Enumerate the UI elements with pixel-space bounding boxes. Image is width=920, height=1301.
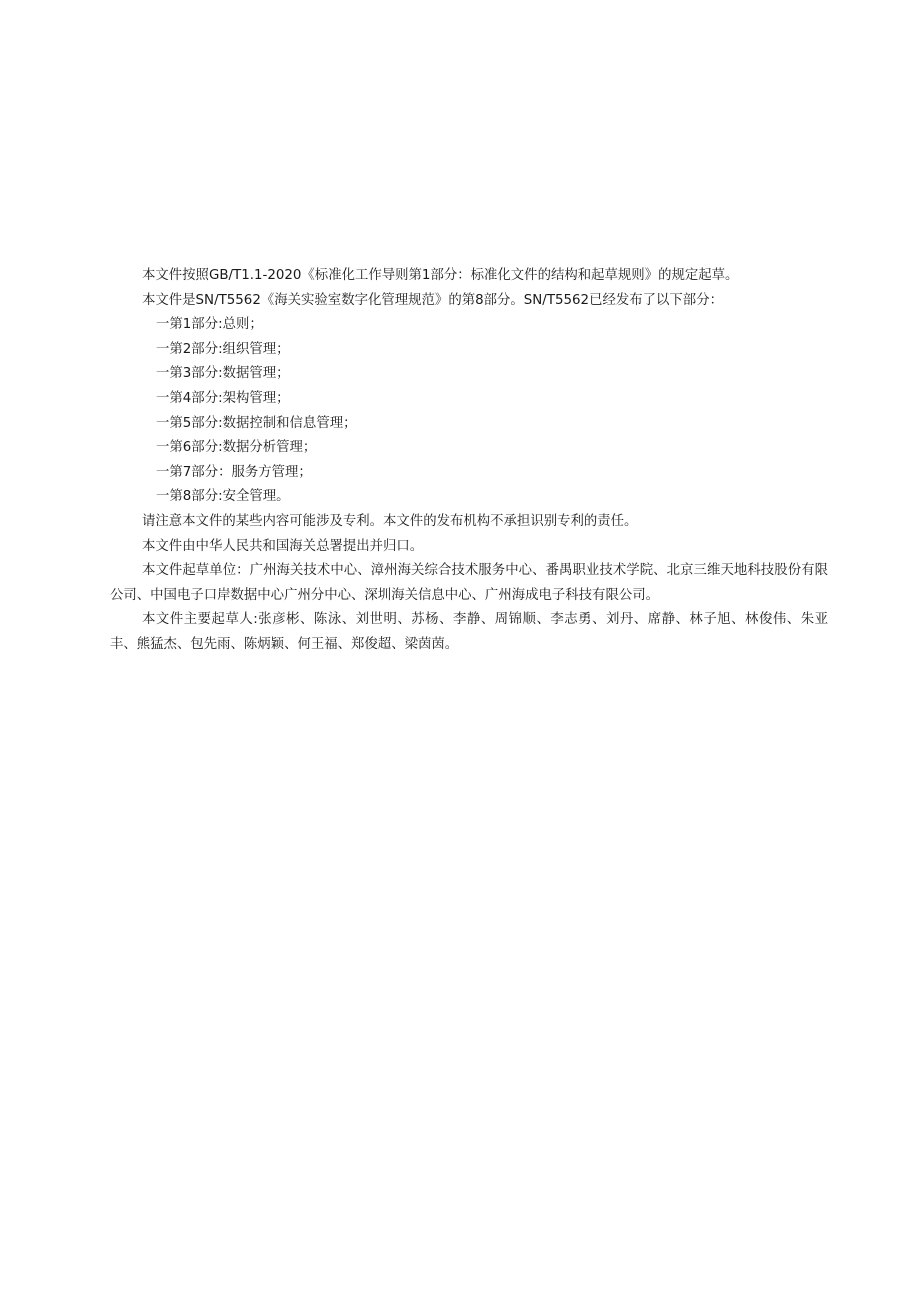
- dash-marker: 一: [156, 390, 170, 406]
- list-item: [110, 362, 828, 387]
- dash-marker: 一: [156, 440, 170, 456]
- dash-marker: 一: [156, 489, 170, 505]
- list-item: [110, 485, 828, 510]
- list-item-text: 第1部分:总则；: [169, 317, 263, 333]
- patent-notice-paragraph: 请注意本文件的某些内容可能涉及专利。本文件的发布机构不承担识别专利的责任。: [142, 513, 638, 529]
- dash-marker: 一: [156, 341, 170, 357]
- series-intro-paragraph: 本文件是SN/T5562《海关实验室数字化管理规范》的第8部分。SN/T5562已经发布了以下部分：: [142, 292, 723, 308]
- list-item: [110, 412, 828, 437]
- list-item: [110, 387, 828, 412]
- dash-marker: 一: [156, 464, 170, 480]
- list-item: [110, 338, 828, 363]
- dash-marker: 一: [156, 415, 170, 431]
- drafters-paragraph: 本文件主要起草人:张彦彬、陈泳、刘世明、苏杨、李静、周锦顺、李志勇、刘丹、席静、林子旭、林俊伟、朱亚丰、熊猛杰、包先雨、陈炳颖、何王福、郑俊超、梁茵茵。: [110, 612, 828, 652]
- dash-marker: 一: [156, 366, 170, 382]
- list-item-text: 第6部分:数据分析管理；: [169, 440, 317, 456]
- list-item-text: 第3部分:数据管理；: [169, 366, 290, 382]
- proposer-paragraph: 本文件由中华人民共和国海关总署提出并归口。: [142, 538, 424, 554]
- list-item-text: 第2部分:组织管理；: [169, 341, 290, 357]
- drafting-rules-paragraph: 本文件按照GB/T1.1-2020《标准化工作导则第1部分：标准化文件的结构和起草规则》的规定起草。: [142, 268, 739, 283]
- list-item-text: 第8部分:安全管理。: [169, 489, 290, 505]
- list-item-text: 第4部分:架构管理；: [169, 390, 290, 406]
- list-item-text: 第7部分：服务方管理；: [169, 464, 312, 480]
- list-item: [110, 436, 828, 461]
- preface-content: [110, 264, 828, 658]
- drafting-units-paragraph: 本文件起草单位：广州海关技术中心、漳州海关综合技术服务中心、番禺职业技术学院、北京三维天地科技股份有限公司、中国电子口岸数据中心广州分中心、深圳海关信息中心、广州海成电子科技有限公司。: [110, 563, 828, 603]
- list-item: [110, 461, 828, 486]
- dash-marker: 一: [156, 317, 170, 333]
- list-item: [110, 313, 828, 338]
- list-item-text: 第5部分:数据控制和信息管理；: [169, 415, 357, 431]
